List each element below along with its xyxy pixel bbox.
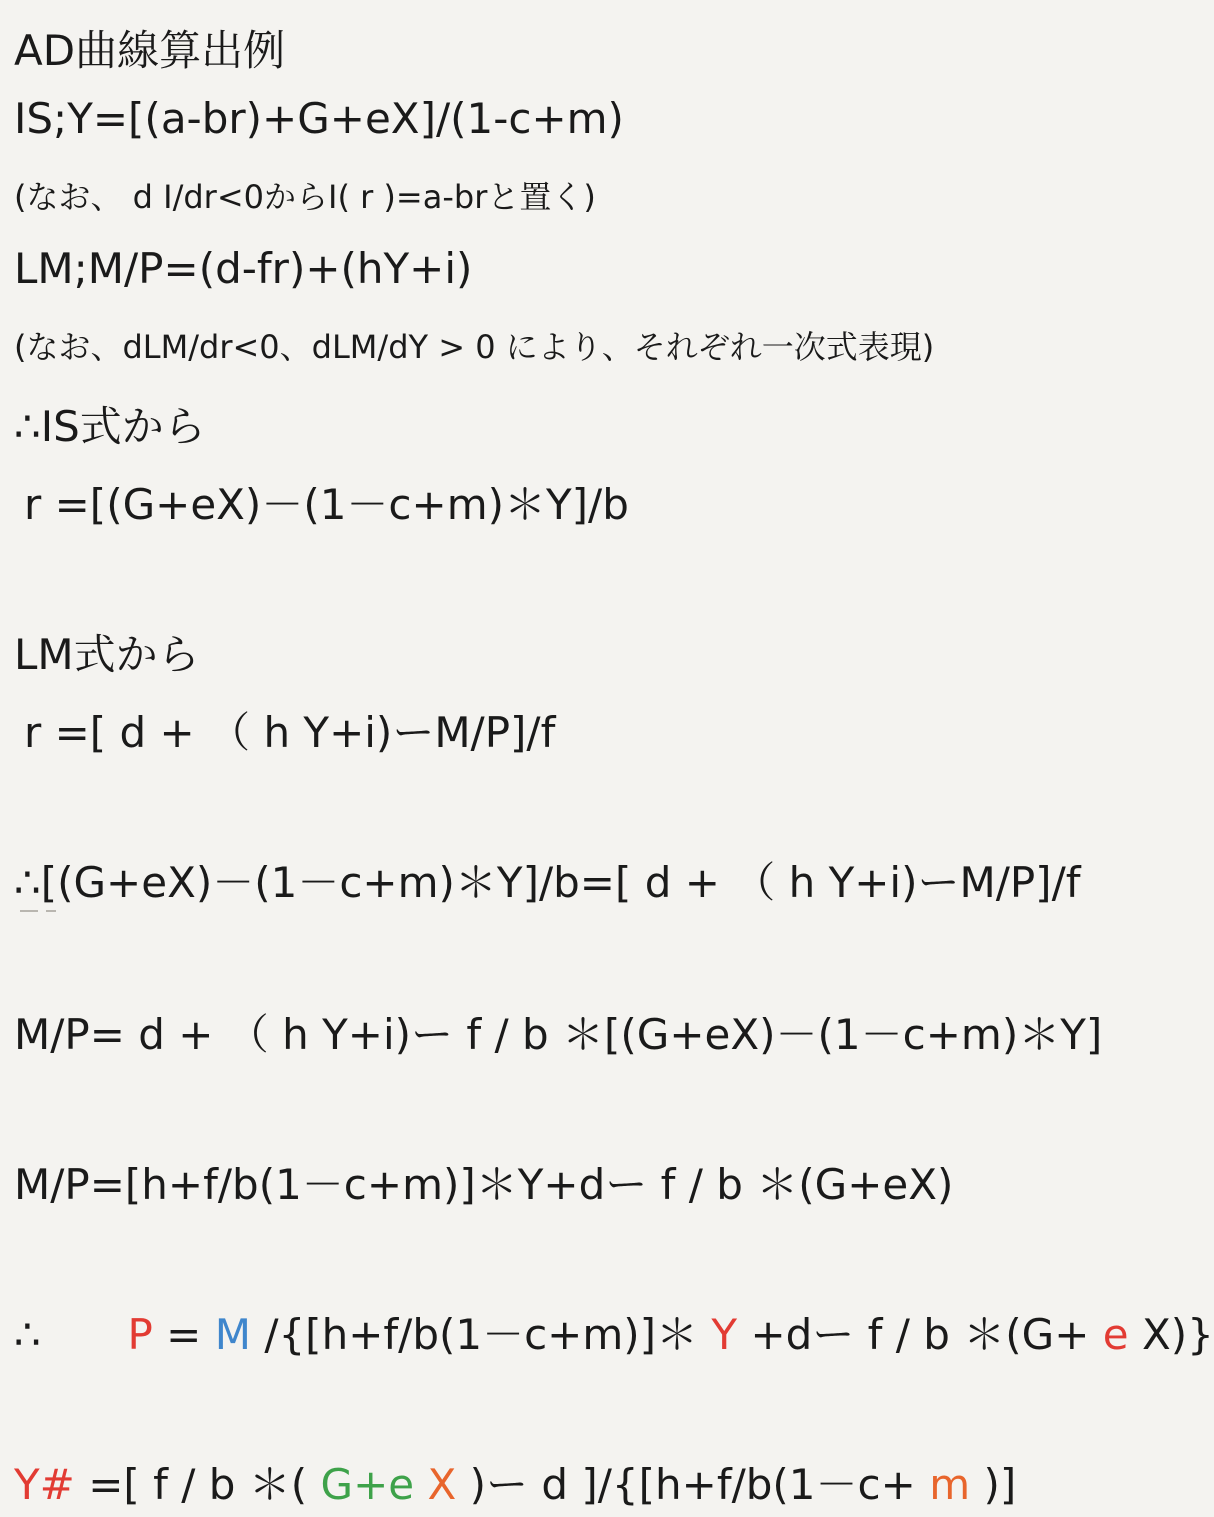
document-title: AD曲線算出例 — [14, 26, 286, 75]
y-equation-part1: =[ f / b ＊( — [88, 1460, 308, 1509]
ge-variables: G+e — [320, 1460, 415, 1509]
mp-step2-equation: M/P=[h+f/b(1－c+m)]＊Y+dー f / b ＊(G+eX) — [14, 1160, 954, 1209]
p-equation-part3: X)} — [1141, 1310, 1214, 1359]
p-equation-part1: /{[h+f/b(1－c+m)]＊ — [264, 1310, 699, 1359]
from-is-heading: ∴IS式から — [14, 402, 206, 451]
is-note: (なお、 d I/dr<0からI( r )=a-brと置く) — [14, 178, 596, 216]
mp-step1-equation: M/P= d + （ h Y+i)ー f / b ＊[(G+eX)－(1－c+m)＊Y] — [14, 1010, 1103, 1059]
r-from-lm-equation: r =[ d + （ h Y+i)ーM/P]/f — [24, 708, 556, 757]
equate-equation: ∴[(G+eX)－(1－c+m)＊Y]/b=[ d + （ h Y+i)ーM/P]/f — [14, 858, 1081, 907]
scan-mark — [20, 910, 38, 912]
y-equation-part3: )] — [983, 1460, 1017, 1509]
y-hash-variable: Y# — [14, 1460, 75, 1509]
r-from-is-equation: r =[(G+eX)－(1－c+m)＊Y]/b — [24, 480, 629, 529]
equals-sign: = — [166, 1310, 202, 1359]
p-equation — [14, 1302, 1214, 1362]
therefore-symbol: ∴ — [14, 1310, 41, 1359]
m-variable: M — [214, 1310, 251, 1359]
e-variable: e — [1102, 1310, 1129, 1359]
p-equation-part2: +dー f / b ＊(G+ — [750, 1310, 1090, 1359]
lm-note: (なお、dLM/dr<0、dLM/dY > 0 により、それぞれ一次式表現) — [14, 328, 935, 366]
m-variable-orange: m — [929, 1460, 971, 1509]
from-lm-heading: LM式から — [14, 630, 200, 679]
y-equilibrium-equation — [14, 1452, 1016, 1512]
scan-mark — [46, 910, 56, 912]
y-variable: Y — [711, 1310, 738, 1359]
lm-equation: LM;M/P=(d-fr)+(hY+i) — [14, 244, 473, 293]
y-equation-part2: )ー d ]/{[h+f/b(1－c+ — [469, 1460, 916, 1509]
is-equation: IS;Y=[(a-br)+G+eX]/(1-c+m) — [14, 94, 624, 143]
p-variable: P — [127, 1310, 153, 1359]
x-variable: X — [427, 1460, 457, 1509]
